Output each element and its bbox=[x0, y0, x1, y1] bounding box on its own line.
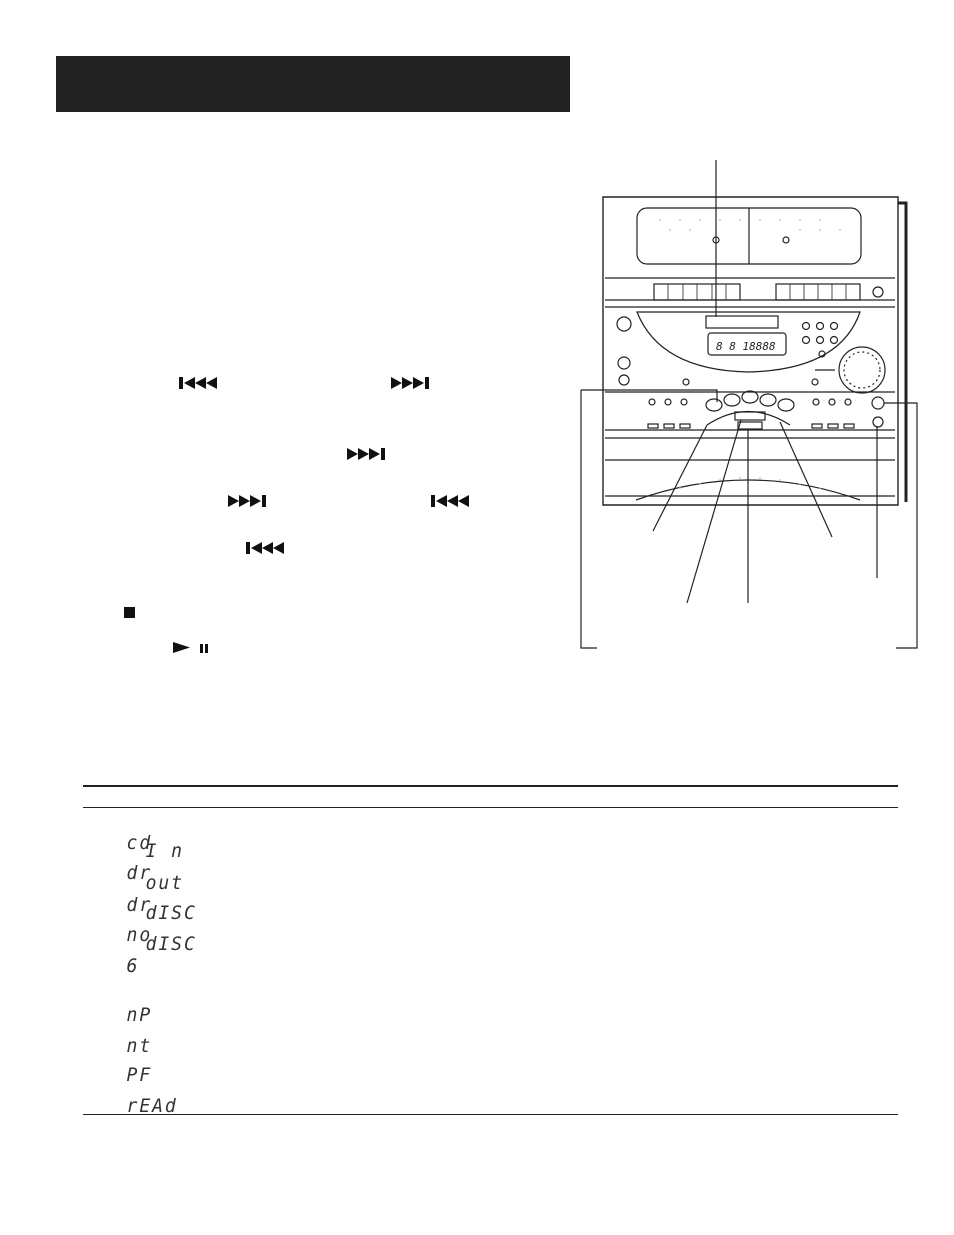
display-code-row bbox=[101, 1013, 153, 1057]
display-code-a: 6 bbox=[126, 955, 140, 977]
display-readout: 8 8 18888 bbox=[716, 340, 776, 353]
display-code-row bbox=[101, 902, 197, 946]
display-code-row bbox=[101, 982, 153, 1026]
display-code-a: nt bbox=[126, 1035, 153, 1057]
display-code-a: no bbox=[126, 924, 153, 946]
display-code-b: dISC bbox=[145, 933, 197, 955]
display-code-b: out bbox=[145, 872, 184, 894]
display-code-row bbox=[101, 872, 184, 916]
table-bottom-rule bbox=[83, 1114, 898, 1115]
display-code-row bbox=[101, 810, 153, 854]
display-code-row bbox=[101, 1073, 178, 1117]
display-code-a: nP bbox=[126, 1004, 153, 1026]
display-code-b: I n bbox=[145, 840, 184, 862]
display-code-a: PF bbox=[126, 1064, 153, 1086]
display-code-a: dr bbox=[126, 894, 153, 916]
table-header-rule bbox=[83, 807, 898, 808]
display-code-a: cd bbox=[126, 832, 153, 854]
table-top-rule bbox=[83, 785, 898, 787]
display-code-a: dr bbox=[126, 862, 153, 884]
display-code-a: rEAd bbox=[126, 1095, 178, 1117]
display-code-row bbox=[101, 1042, 153, 1086]
display-code-b: dISC bbox=[145, 902, 197, 924]
